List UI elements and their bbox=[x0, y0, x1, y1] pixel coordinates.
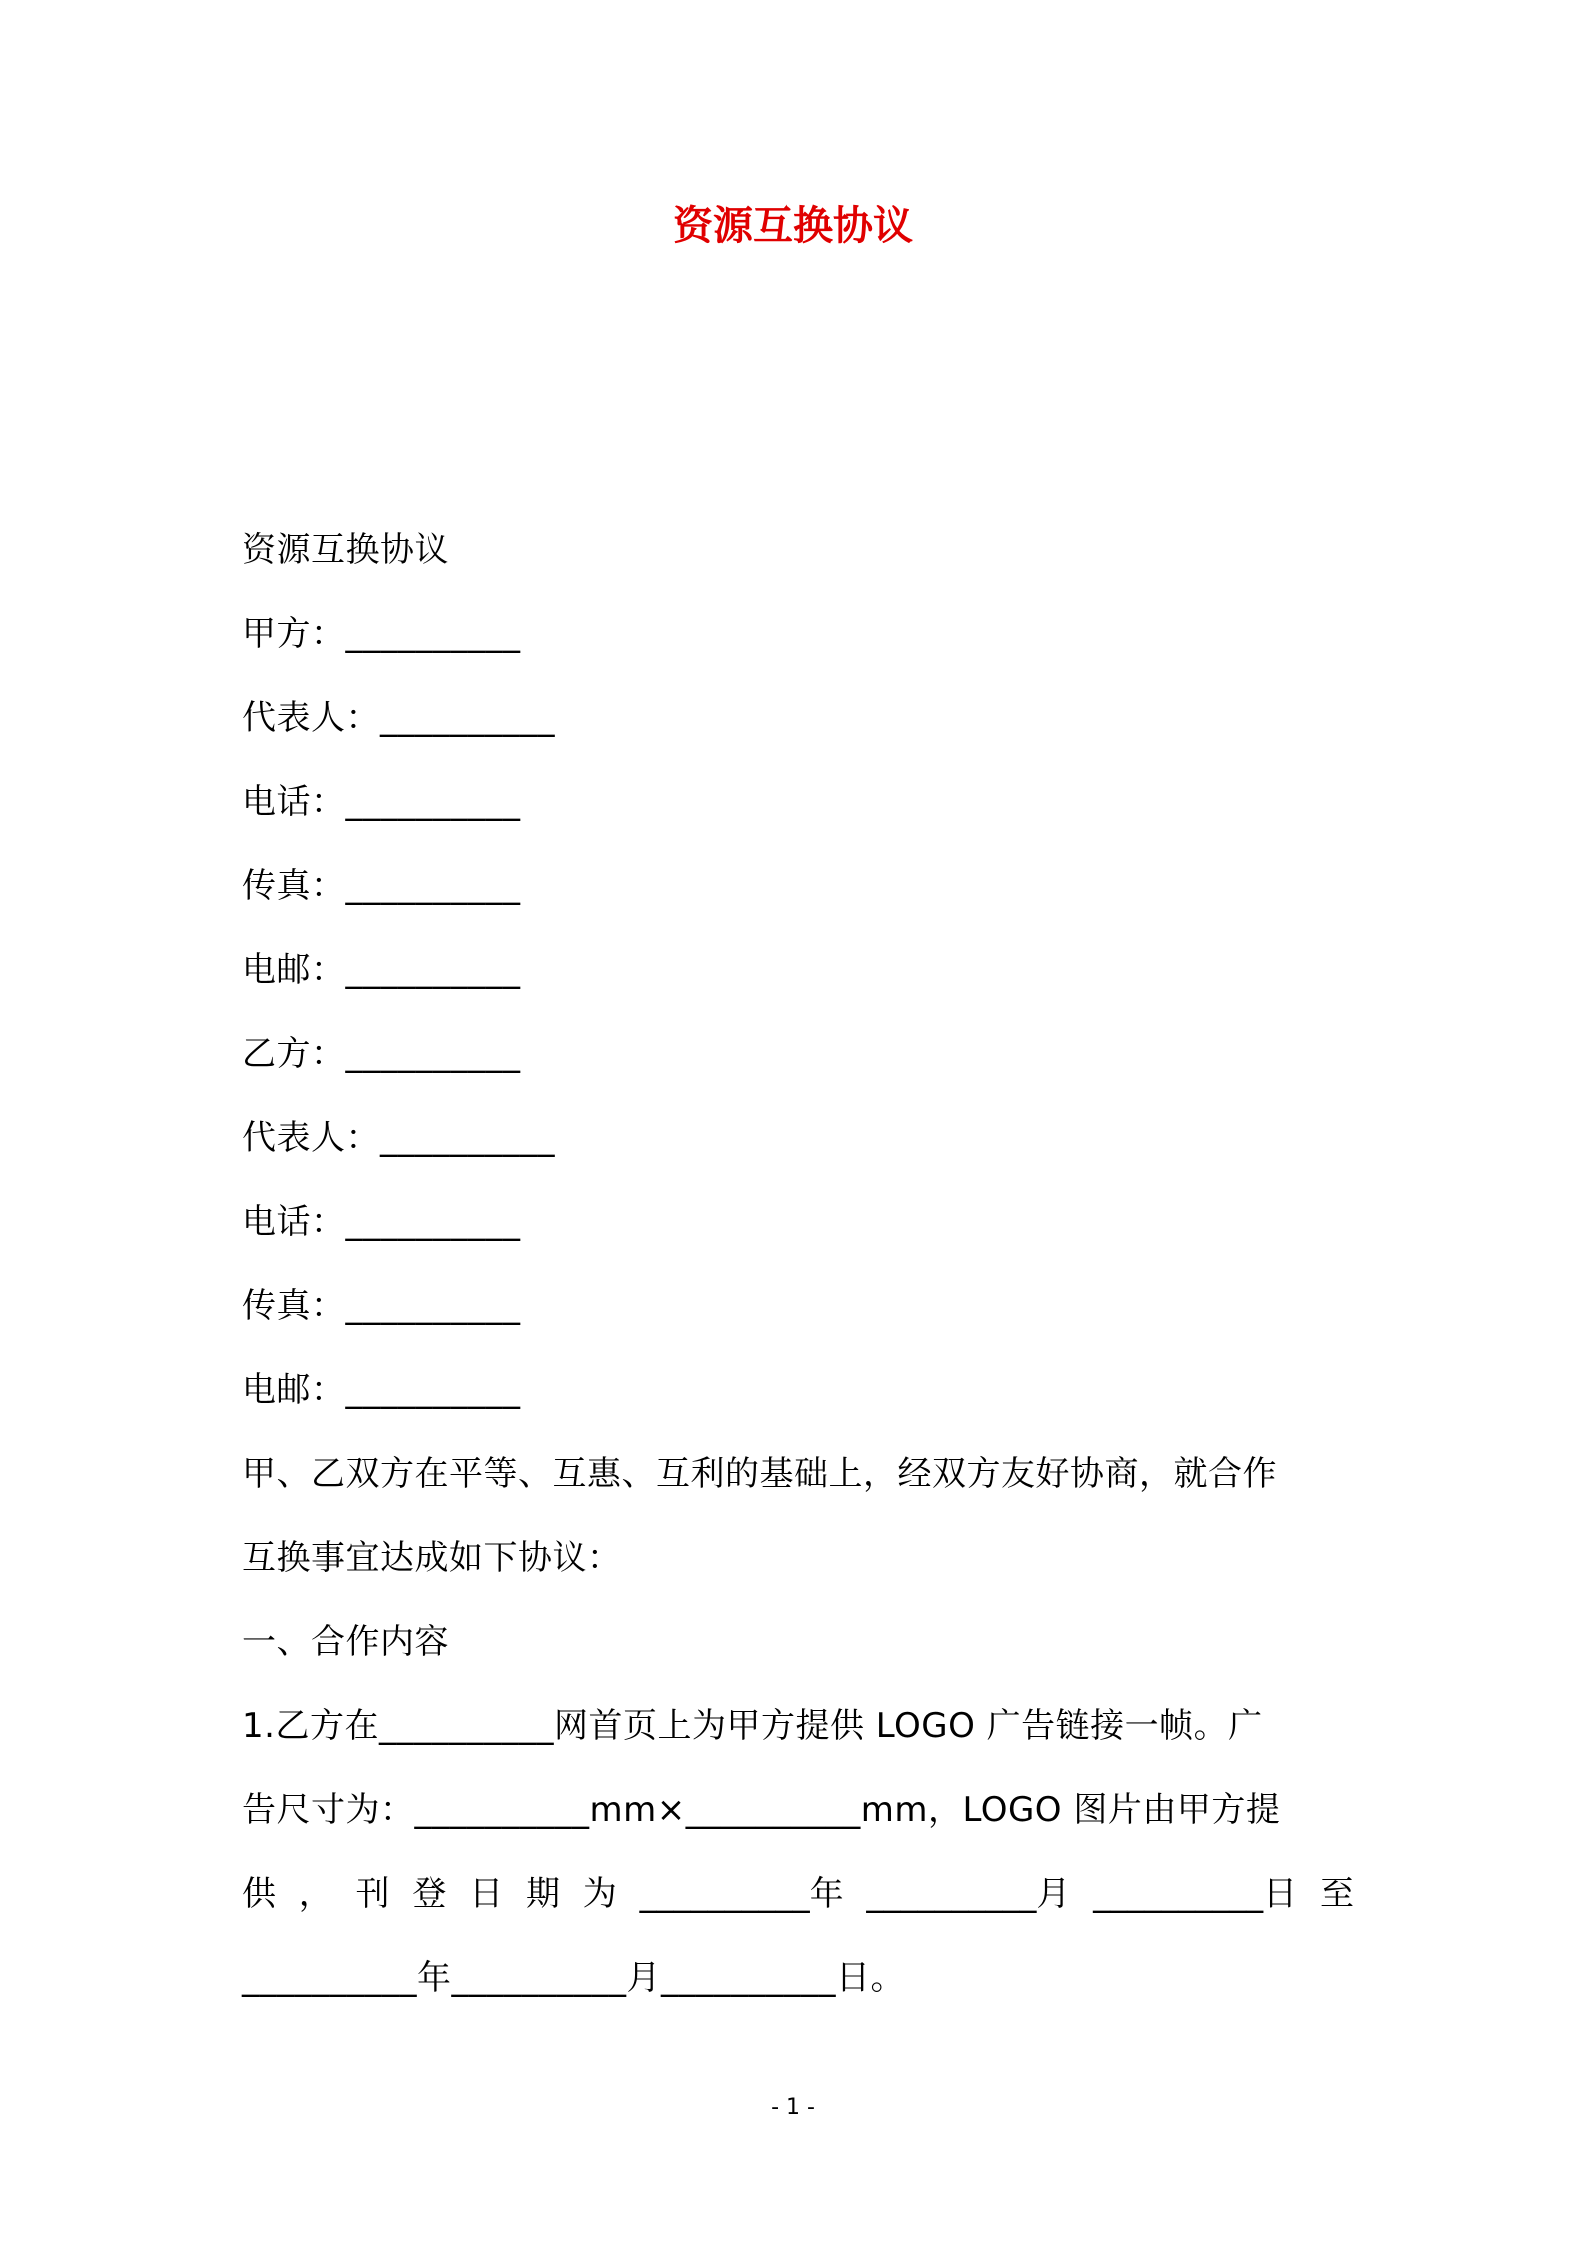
page-number: - 1 - bbox=[771, 2095, 815, 2120]
party-a-email-line: 电邮：__________ bbox=[242, 950, 521, 990]
clause-1-line-3-segment: __________年 bbox=[639, 1874, 844, 1914]
clause-1-line-3 bbox=[242, 1852, 1354, 1936]
document-body bbox=[242, 508, 1354, 2020]
clause-1-line-3-segment: 供 bbox=[242, 1874, 276, 1914]
clause-1-line-3-segment: 登 bbox=[412, 1874, 447, 1914]
party-a-phone-line: 电话：__________ bbox=[242, 782, 521, 822]
clause-1-line-3-segment: 刊 bbox=[355, 1874, 390, 1914]
clause-1-line-4: __________年__________月__________日。 bbox=[242, 1958, 905, 1998]
party-a-representative-line: 代表人：__________ bbox=[242, 698, 555, 738]
clause-1-line-2: 告尺寸为：__________mm×__________mm，LOGO 图片由甲方提 bbox=[242, 1790, 1281, 1830]
intro-paragraph-line-2: 互换事宜达成如下协议： bbox=[242, 1538, 622, 1578]
clause-1-line-1: 1.乙方在__________网首页上为甲方提供 LOGO 广告链接一帧。广 bbox=[242, 1706, 1263, 1746]
party-a-line: 甲方：__________ bbox=[242, 614, 521, 654]
clause-1-line-3-segment: __________月 bbox=[866, 1874, 1071, 1914]
party-b-phone-line: 电话：__________ bbox=[242, 1202, 521, 1242]
party-b-representative-line: 代表人：__________ bbox=[242, 1118, 555, 1158]
clause-1-line-3-segment: 日 bbox=[469, 1874, 504, 1914]
party-b-fax-line: 传真：__________ bbox=[242, 1286, 521, 1326]
party-b-email-line: 电邮：__________ bbox=[242, 1370, 521, 1410]
party-a-fax-line: 传真：__________ bbox=[242, 866, 521, 906]
clause-1-line-3-segment: 为 bbox=[582, 1874, 617, 1914]
intro-paragraph-line-1: 甲、乙双方在平等、互惠、互利的基础上，经双方友好协商，就合作 bbox=[242, 1454, 1277, 1494]
clause-1-line-3-segment: __________日 bbox=[1093, 1874, 1298, 1914]
clause-1-line-3-segment: 至 bbox=[1319, 1874, 1354, 1914]
body-heading: 资源互换协议 bbox=[242, 530, 449, 570]
section-heading-cooperation: 一、合作内容 bbox=[242, 1622, 449, 1662]
clause-1-line-3-segment: 期 bbox=[525, 1874, 560, 1914]
document-title: 资源互换协议 bbox=[673, 203, 913, 249]
clause-1-line-3-segment: ， bbox=[298, 1874, 333, 1914]
party-b-line: 乙方：__________ bbox=[242, 1034, 521, 1074]
